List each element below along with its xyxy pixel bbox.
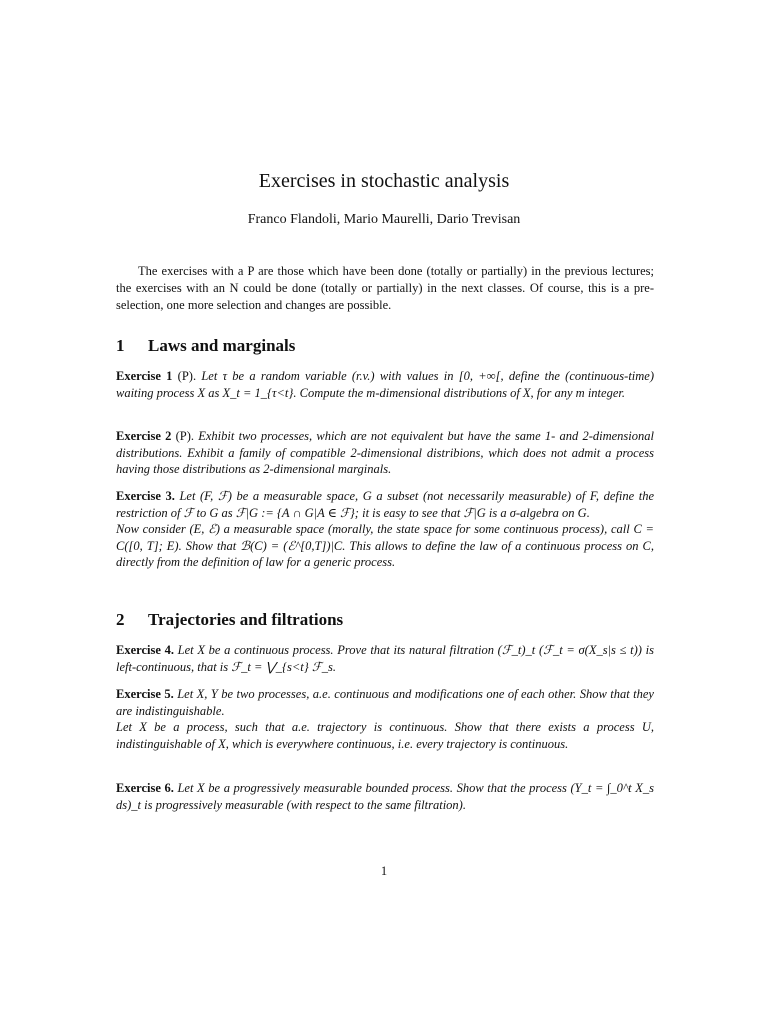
exercise-body: Exhibit two processes, which are not equivalent but have the same 1- and 2-dimensional distributions. Exhibit a family of compatible 2-dimensional distribions, which does not admit a process having those distributions as 2-dimensional marginals. xyxy=(116,429,654,476)
exercise-1 xyxy=(116,368,654,401)
exercise-body: Let X be a progressively measurable bounded process. Show that the process (Y_t = ∫_0^t X_s ds)_t is progressively measurable (with respect to the same filtration). xyxy=(116,781,654,812)
exercise-4 xyxy=(116,642,654,675)
exercise-body: Let (F, ℱ) be a measurable space, G a subset (not necessarily measurable) of F, define the restriction of ℱ to G as ℱ|G := {A ∩ G|A ∈ ℱ}; it is easy to see that ℱ|G is a σ-algebra on G. xyxy=(116,489,654,520)
exercise-body: Let τ be a random variable (r.v.) with values in [0, +∞[, define the (continuous-time) waiting process X as X_t = 1_{τ<t}. Compute the m-dimensional distributions of X, for any m integer. xyxy=(116,369,655,400)
exercise-body-continued: Let X be a process, such that a.e. trajectory is continuous. Show that there exists a process U, indistinguishable of X, which is everywhere continuous, i.e. every trajectory is continuous. xyxy=(116,720,654,751)
exercise-body: Let X, Y be two processes, a.e. continuous and modifications one of each other. Show that they are indistinguishable. xyxy=(116,687,654,718)
exercise-2 xyxy=(116,428,654,478)
exercise-3 xyxy=(116,488,654,571)
page-number: 1 xyxy=(380,864,388,878)
section-heading-1 xyxy=(116,336,295,356)
exercise-label: Exercise 4. xyxy=(116,643,174,657)
section-number: 1 xyxy=(116,336,125,355)
exercise-body-continued: Now consider (E, ℰ) a measurable space (morally, the state space for some continuous process), call C = C([0, T]; E). Show that ℬ(C) = (ℰ^[0,T])|C. This allows to define the law of a continuous process on C, directly from the definition of law for a generic process. xyxy=(116,522,654,569)
section-title: Trajectories and filtrations xyxy=(148,610,344,629)
section-title: Laws and marginals xyxy=(148,336,296,355)
exercise-6 xyxy=(116,780,654,813)
exercise-body: Let X be a continuous process. Prove that its natural filtration (ℱ_t)_t (ℱ_t = σ(X_s|s ≤ t)) is left-continuous, that is ℱ_t = ⋁_{s<t} ℱ_s. xyxy=(116,643,654,674)
exercise-label: Exercise 1 xyxy=(116,369,173,383)
exercise-5 xyxy=(116,686,654,752)
exercise-tag: (P). xyxy=(175,429,195,443)
section-number: 2 xyxy=(116,610,125,629)
exercise-label: Exercise 5. xyxy=(116,687,174,701)
exercise-label: Exercise 3. xyxy=(116,489,175,503)
exercise-label: Exercise 2 xyxy=(116,429,172,443)
exercise-tag: (P). xyxy=(177,369,197,383)
abstract-paragraph: The exercises with a P are those which have been done (totally or partially) in the previous lectures; the exercises with an N could be done (totally or partially) in the next classes. Of course, this is a pre-selection, one more selection and changes are possible. xyxy=(116,264,654,312)
exercise-label: Exercise 6. xyxy=(116,781,174,795)
document-title: Exercises in stochastic analysis xyxy=(258,170,510,192)
section-heading-2 xyxy=(116,610,343,630)
document-authors: Franco Flandoli, Mario Maurelli, Dario Trevisan xyxy=(247,212,521,227)
